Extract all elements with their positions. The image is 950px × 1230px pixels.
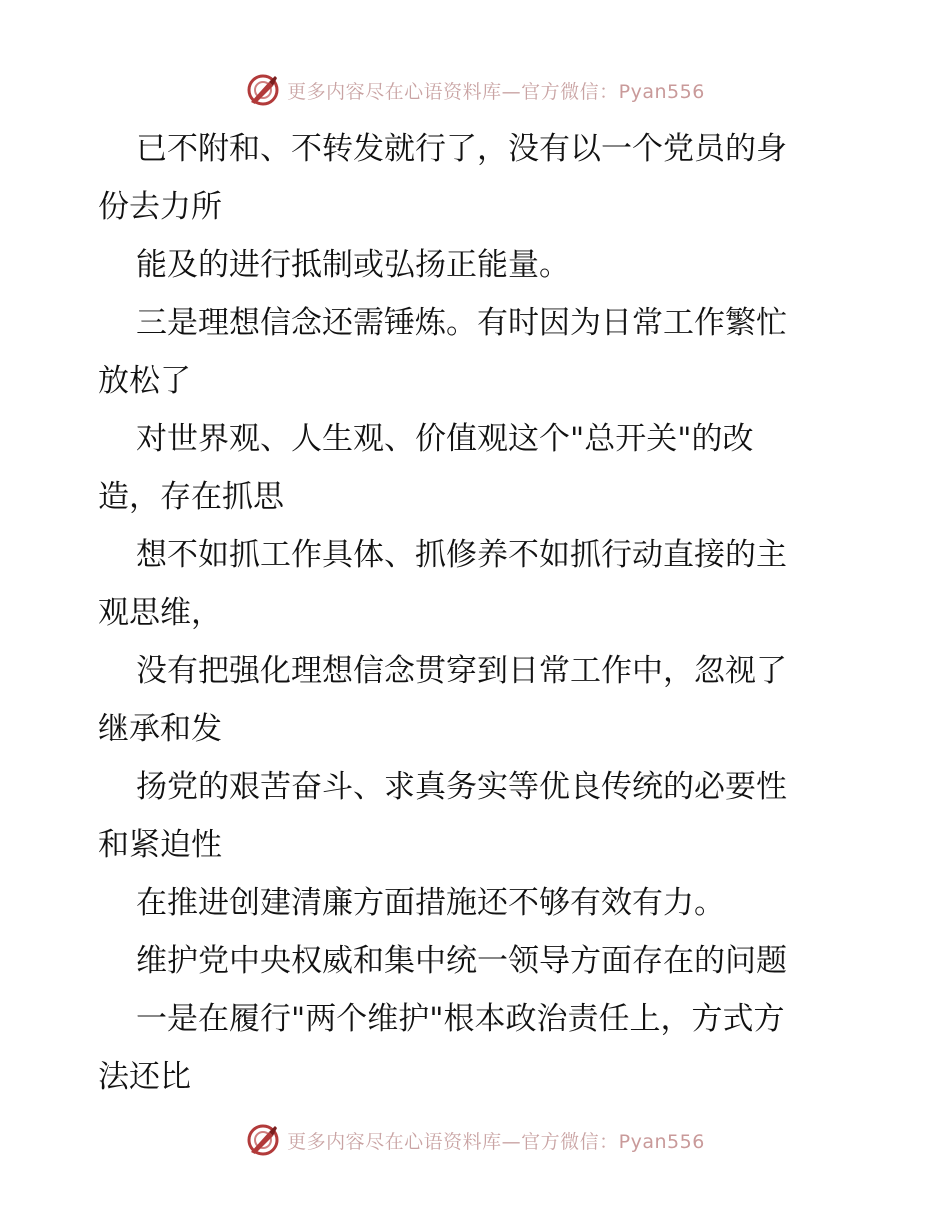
header-watermark (0, 70, 950, 110)
text-line: 放松了 (98, 363, 191, 399)
watermark-text: 更多内容尽在心语资料库—官方微信：Pyan556 (287, 80, 705, 103)
text-line: 观思维， (98, 595, 222, 631)
pen-logo-icon (245, 72, 281, 108)
text-line: 和紧迫性 (98, 827, 222, 863)
text-line: 继承和发 (98, 711, 222, 747)
watermark-handle: Pyan556 (618, 80, 705, 103)
pen-logo-icon (245, 1122, 281, 1158)
document-body (98, 120, 858, 1106)
text-line: 没有把强化理想信念贯穿到日常工作中，忽视了 (136, 653, 787, 689)
text-line: 想不如抓工作具体、抓修养不如抓行动直接的主 (136, 537, 787, 573)
watermark-handle: Pyan556 (618, 1130, 705, 1153)
text-line: 造，存在抓思 (98, 479, 284, 515)
text-line: 三是理想信念还需锤炼。有时因为日常工作繁忙 (136, 305, 787, 341)
footer-watermark (0, 1120, 950, 1160)
text-line: 对世界观、人生观、价值观这个"总开关"的改 (136, 421, 754, 457)
text-line: 份去力所 (98, 189, 222, 225)
text-line: 已不附和、不转发就行了，没有以一个党员的身 (136, 131, 787, 167)
text-line: 一是在履行"两个维护"根本政治责任上，方式方 (136, 1001, 785, 1037)
text-line: 在推进创建清廉方面措施还不够有效有力。 (136, 885, 725, 921)
watermark-text: 更多内容尽在心语资料库—官方微信：Pyan556 (287, 1130, 705, 1153)
text-line: 法还比 (98, 1059, 191, 1095)
text-line: 维护党中央权威和集中统一领导方面存在的问题 (136, 943, 787, 979)
text-line: 扬党的艰苦奋斗、求真务实等优良传统的必要性 (136, 769, 787, 805)
text-line: 能及的进行抵制或弘扬正能量。 (136, 247, 570, 283)
